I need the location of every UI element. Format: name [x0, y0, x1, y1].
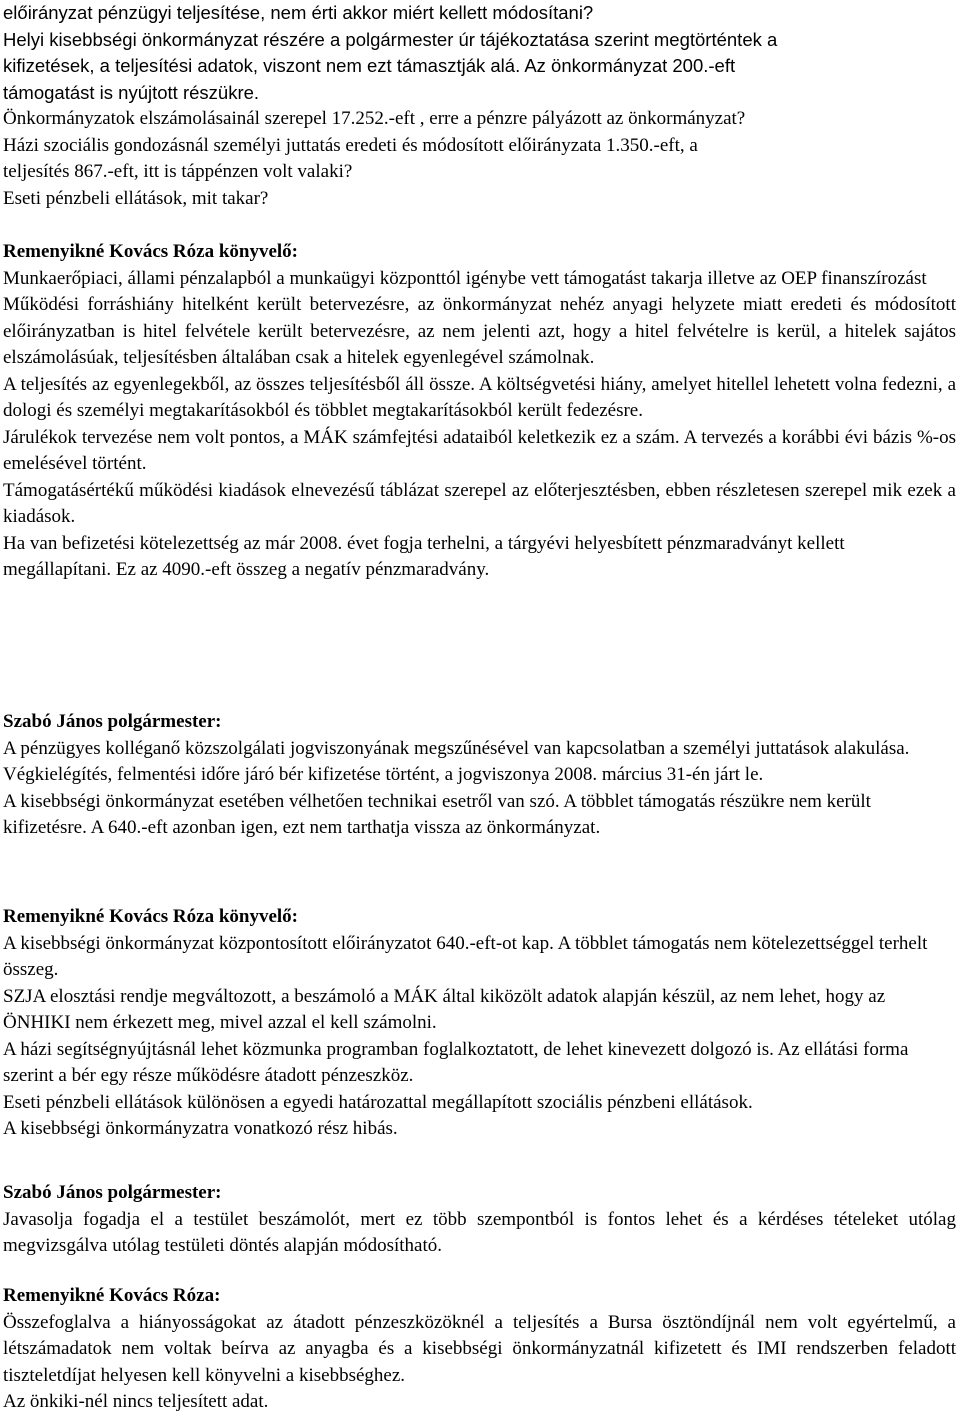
paragraph: A házi segítségnyújtásnál lehet közmunka programban foglalkoztatott, de lehet kinevezett dolgozó is. Az ellátási forma szerint a bér egy része működésre átadott pénzeszköz.: [3, 1038, 909, 1086]
speaker-section: [3, 709, 956, 842]
text-line: Házi szociális gondozásnál személyi juttatás eredeti és módosított előirányzata 1.350.-eft, a: [3, 134, 698, 156]
paragraph: Ha van befizetési kötelezettség az már 2008. évet fogja terhelni, a tárgyévi helyesbített pénzmaradványt kellett megállapítani. Ez az 4090.-eft összeg a negatív pénzmaradvány.: [3, 532, 845, 580]
speaker-name: Remenyikné Kovács Róza könyvelő:: [3, 906, 299, 927]
paragraph: Javasolja fogadja el a testület beszámolót, mert ez több szempontból is fontos lehet és a kérdéses tételeket utólag megvizsgálva utólag testületi döntés alapján módosítható.: [3, 1208, 956, 1256]
speaker-section: [3, 1180, 956, 1260]
speaker-name: Szabó János polgármester:: [3, 711, 222, 732]
paragraph: A kisebbségi önkormányzatra vonatkozó rész hibás.: [3, 1118, 398, 1139]
speaker-section: [3, 239, 956, 584]
intro-sans-block: [3, 0, 956, 106]
paragraph: A pénzügyes kolléganő közszolgálati jogviszonyának megszűnésével van kapcsolatban a személyi juttatások alakulása. Végkielégítés, felmentési időre járó bér kifizetése történt, a jogviszonya 2008. március 31-én járt le.: [3, 737, 910, 785]
speaker-name: Szabó János polgármester:: [3, 1182, 222, 1203]
text-line: támogatást is nyújtott részükre.: [3, 81, 260, 103]
paragraph: Támogatásértékű működési kiadások elnevezésű táblázat szerepel az előterjesztésben, ebben részletesen szerepel mik ezek a kiadások.: [3, 479, 956, 527]
speaker-name: Remenyikné Kovács Róza könyvelő:: [3, 241, 299, 262]
text-line: Önkormányzatok elszámolásainál szerepel 17.252.-eft , erre a pénzre pályázott az önkormányzat?: [3, 108, 746, 129]
speaker-name: Remenyikné Kovács Róza:: [3, 1285, 221, 1306]
intro-section: [3, 0, 956, 212]
paragraph: A teljesítés az egyenlegekből, az összes teljesítésből áll össze. A költségvetési hiány, amelyet hitellel lehetett volna fedezni, a dologi és személyi megtakarításokból és többlet megtakarításokból került fedezésre.: [3, 373, 956, 421]
speaker-section: [3, 1283, 956, 1416]
paragraph: Munkaerőpiaci, állami pénzalapból a munkaügyi központtól igénybe vett támogatást takarja illetve az OEP finanszírozást: [3, 267, 927, 289]
paragraph: A kisebbségi önkormányzat esetében vélhetően technikai esetről van szó. A többlet támogatás részükre nem került kifizetésre. A 640.-eft azonban igen, ezt nem tarthatja vissza az önkormányzat.: [3, 790, 871, 838]
text-line: Eseti pénzbeli ellátások, mit takar?: [3, 187, 269, 209]
paragraph: A kisebbségi önkormányzat központosított előirányzatot 640.-eft-ot kap. A többlet támogatás nem kötelezettséggel terhelt összeg.: [3, 932, 928, 980]
text-line: előirányzat pénzügyi teljesítése, nem érti akkor miért kellett módosítani?: [3, 2, 594, 23]
text-line: Helyi kisebbségi önkormányzat részére a polgármester úr tájékoztatása szerint megtörténtek a: [3, 28, 778, 50]
text-line: teljesítés 867.-eft, itt is táppénzen volt valaki?: [3, 161, 353, 182]
paragraph: Összefoglalva a hiányosságokat az átadott pénzeszközöknél a teljesítés a Bursa ösztöndíjnál nem volt egyértelmű, a létszámadatok nem voltak beírva az anyagba és a kisebbségi önkormányzatnál kifizetett és IMI rendszerben feladott tiszteletdíjat helyesen kell könyvelni a kisebbséghez.: [3, 1311, 956, 1386]
paragraph: SZJA elosztási rendje megváltozott, a beszámoló a MÁK által kiközölt adatok alapján készül, az nem lehet, hogy az ÖNHIKI nem érkezett meg, mivel azzal el kell számolni.: [3, 985, 886, 1033]
text-line: kifizetések, a teljesítési adatok, viszont nem ezt támasztják alá. Az önkormányzat 200.-eft: [3, 55, 736, 76]
paragraph: Járulékok tervezése nem volt pontos, a MÁK számfejtési adataiból keletkezik ez a szám. A tervezés a korábbi évi bázis %-os emelésével történt.: [3, 426, 956, 474]
paragraph: Az önkiki-nél nincs teljesített adat.: [3, 1391, 269, 1412]
intro-serif-block: [3, 106, 956, 212]
paragraph: Működési forráshiány hitelként került betervezésre, az önkormányzat nehéz anyagi helyzete miatt eredeti és módosított előirányzatban is hitel felvétele került betervezésre, az nem jelenti azt, hogy a hitel felvételre is kerül, a hitelek sajátos elszámolásúak, teljesítésben általában csak a hitelek egyenlegével számolnak.: [3, 294, 956, 368]
speaker-section: [3, 904, 956, 1143]
paragraph: Eseti pénzbeli ellátások különösen a egyedi határozattal megállapított szociális pénzbeni ellátások.: [3, 1091, 753, 1113]
